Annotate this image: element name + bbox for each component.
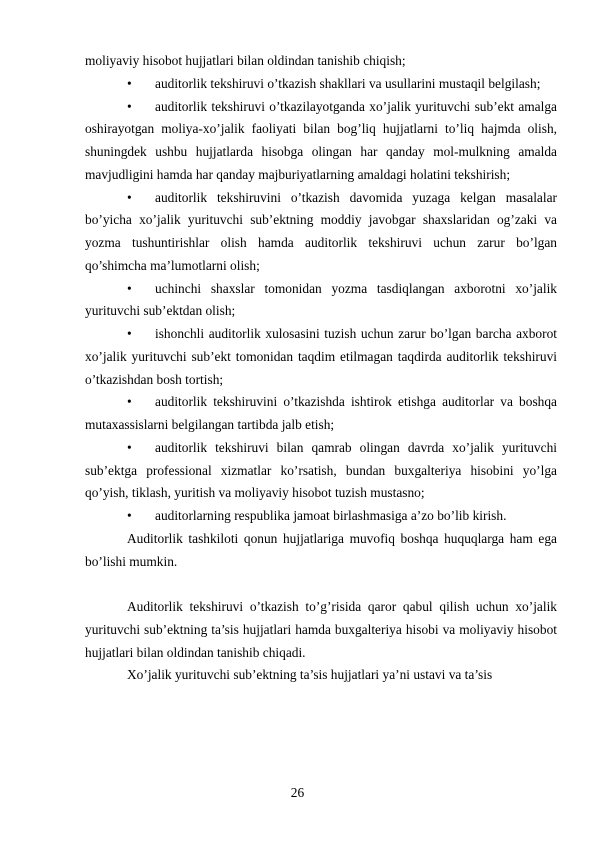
paragraph: Auditorlik tashkiloti qonun hujjatlariga muvofiq boshqa huquqlarga ham ega bo’lishi mumkin. — [85, 530, 557, 569]
paragraph-gap — [85, 573, 557, 596]
list-item — [85, 323, 557, 391]
bullet-marker: • — [127, 508, 132, 523]
bullet-marker: • — [127, 189, 132, 205]
list-item — [85, 96, 557, 187]
list-item — [85, 73, 557, 96]
list-item-text: auditorlik tekshiruvi o’tkazish shakllari va usullarini mustaqil belgilash; — [155, 75, 541, 91]
list-item-text: auditorlik tekshiruvi bilan qamrab olingan davrda xo’jalik yurituvchi sub’ektga professional xizmatlar ko’rsatish, bundan buxgalteriya hisobini yo’lga qo’yish, tiklash, yuritish va moliyaviy hisobot tuzish mustasno; — [85, 439, 557, 501]
paragraph: Xo’jalik yurituvchi sub’ektning ta’sis hujjatlari ya’ni ustavi va ta’sis — [127, 667, 493, 683]
list-item — [85, 278, 557, 324]
page-number: 26 — [290, 785, 305, 800]
bullet-marker: • — [127, 439, 132, 455]
list-item — [85, 505, 557, 528]
list-item-text: ishonchli auditorlik xulosasini tuzish uchun zarur bo’lgan barcha axborot xo’jalik yurituvchi sub’ekt tomonidan taqdim etilmagan taqdirda auditorlik tekshiruvi o’tkazishdan bosh tortish; — [85, 326, 557, 387]
list-item — [85, 437, 557, 505]
list-item — [85, 391, 557, 437]
list-item-text: auditorlik tekshiruvi o’tkazilayotganda xo’jalik yurituvchi sub’ekt amalga oshirayotgan moliya-xo’jalik faoliyati bilan bog’liq hujjatlarni to’liq hajmda olish, shuningdek ushbu hujjatlarda hisobga olingan har qanday mol-mulkning amalda mavjudligini hamda har qanday majburiyatlarning amaldagi holatini tekshirish; — [85, 98, 557, 182]
paragraph: Auditorlik tekshiruvi o’tkazish to’g’risida qaror qabul qilish uchun xo’jalik yurituvchi sub’ektning ta’sis hujjatlari hamda buxgalteriya hisobi va moliyaviy hisobot hujjatlari bilan oldindan tanishib chiqadi. — [85, 599, 557, 660]
list-item — [85, 187, 557, 278]
bullet-marker: • — [127, 75, 132, 91]
bullet-marker: • — [127, 280, 132, 296]
bullet-marker: • — [127, 394, 132, 410]
paragraph-continuation: moliyaviy hisobot hujjatlari bilan oldindan tanishib chiqish; — [85, 53, 406, 68]
list-item-text: auditorlik tekshiruvini o’tkazish davomida yuzaga kelgan masalalar bo’yicha xo’jalik yurituvchi sub’ektning moddiy javobgar shaxslaridan og’zaki va yozma tushuntirishlar olish hamda auditorlik tekshiruvi uchun zarur bo’lgan qo’shimcha ma’lumotlarni olish; — [85, 189, 557, 273]
bullet-marker: • — [127, 326, 132, 341]
list-item-text: auditorlik tekshiruvini o’tkazishda ishtirok etishga auditorlar va boshqa mutaxassislarni belgilangan tartibda jalb etish; — [85, 394, 557, 432]
list-item-text: auditorlarning respublika jamoat birlashmasiga a’zo bo’lib kirish. — [155, 508, 507, 523]
document-body — [85, 50, 557, 687]
bullet-marker: • — [127, 98, 132, 114]
list-item-text: uchinchi shaxslar tomonidan yozma tasdiqlangan axborotni xo’jalik yurituvchi sub’ektdan olish; — [85, 280, 557, 319]
